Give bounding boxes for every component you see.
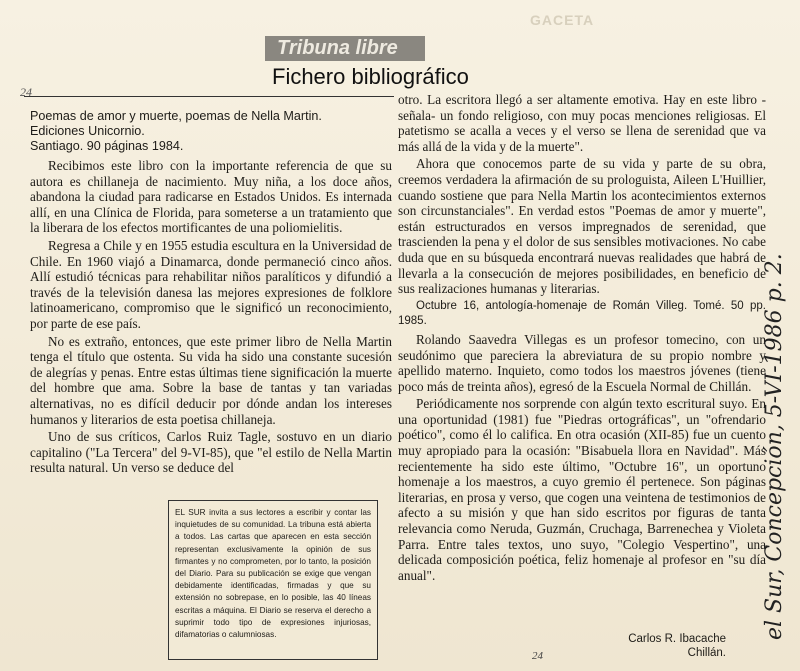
author-name: Carlos R. Ibacache: [628, 633, 726, 645]
column-left: [30, 109, 392, 478]
paragraph: Rolando Saavedra Villegas es un profesor tomecino, con un seudónimo que pareciera la abreviatura de su propio nombre y apellido materno. Inquieto, como todos los maestros jóvenes (tiene poco más de treinta años), egresó de la Escuela Normal de Chillán.: [398, 331, 766, 394]
paragraph: No es extraño, entonces, que este primer libro de Nella Martin tenga el título que ostenta. Su vida ha sido una constante sucesión de alegrías y penas. Entre estas últimas tiene significación la muerte del hombre que ama. Sobre la base de tantas y tan variadas alternativas, no es difícil deducir por dónde andan los intereses humanos y literarios de esta poetisa chillaneja.: [30, 333, 392, 427]
paragraph: Regresa a Chile y en 1955 estudia escultura en la Universidad de Chile. En 1960 viajó a Dinamarca, donde permaneció cinco años. Allí estudió técnicas para rehabilitar niños paralíticos y difundió a través de la televisión danesa las mejores expresiones de folklore latinoamericano, compromiso que le significó un reconocimiento, por parte de ese país.: [30, 237, 392, 331]
page-title: Fichero bibliográfico: [272, 64, 469, 89]
bleed-through-text: GACETA: [530, 12, 595, 28]
column-right: [398, 92, 766, 585]
paragraph: Ahora que conocemos parte de su vida y parte de su obra, creemos verdadera la afirmación de su prologuista, Aileen L'Huillier, cuando sostiene que para Nella Martin los acontecimientos externos son circunstanciales". En verdad estos "Poemas de amor y muerte", están estructurados en versos impregnados de serenidad, que trascienden la pena y el dolor de sus sensibles motivaciones. No cabe duda que en su búsqueda encontrará nuevas realidades que habrá de llevarla a la consecución de mejores posibilidades, en beneficio de sus realizaciones humanas y literarias.: [398, 156, 766, 297]
notice-box: [168, 500, 378, 660]
paragraph: Recibimos este libro con la importante referencia de que su autora es chillaneja de nacimiento. Muy niña, a los doce años, abandona la ciudad para radicarse en Estados Unidos. Es internada allí, en una Clínica de Florida, para someterse a un tratamiento que la liberara de los efectos mortificantes de una poliomielitis.: [30, 158, 392, 236]
page-number: 24: [532, 650, 543, 662]
review1-heading-line: Ediciones Unicornio.: [30, 124, 145, 138]
paragraph: Periódicamente nos sorprende con algún texto escritural suyo. En una oportunidad (1981) fue "Piedras ortográficas", un "ofrendario poético", como él lo califica. En otra ocasión (XII-85) fue un cuento muy apropiado para la ocasión: "Bisabuela llora en Navidad". Más recientemente ha sido este último, "Octubre 16", un oportuno homenaje a los maestros, a cuyo gremio él pertenece. Son páginas literarias, en prosa y verso, que cogen una veintena de testimonios de afecto a su misión y que han sido escritos por figuras de tanta relevancia como Neruda, Guzmán, Cruchaga, Barrenechea y Violeta Parra. Entre tales textos, uno suyo, "Colegio Vespertino", una delicada composición poética, feliz homenaje al profesor en "su día anual".: [398, 396, 766, 583]
review1-heading: [30, 109, 392, 154]
title-rule: [24, 96, 394, 97]
paragraph: Uno de sus críticos, Carlos Ruiz Tagle, sostuvo en un diario capitalino ("La Tercera" del 9-VI-85), que "el estilo de Nella Martin resulta natural. Un verso se deduce del: [30, 429, 392, 476]
signature: [614, 632, 726, 660]
corner-mark: 24: [20, 85, 32, 99]
notice-box-text: EL SUR invita a sus lectores a escribir y contar las inquietudes de su comunidad. La tribuna está abierta a todos. Las cartas que aparecen en esta sección representan exclusivamente la opinión de sus firmantes y no comprometen, por lo tanto, la posición del Diario. Para su publicación se exige que vengan debidamente identificadas, firmadas y que su extensión no sobrepase, en lo posible, las 40 líneas escritas a máquina. El Diario se reserva el derecho a suprimir todo tipo de expresiones injuriosas, difamatorias o calumniosas.: [175, 508, 371, 640]
author-city: Chillán.: [687, 647, 726, 659]
review2-heading: Octubre 16, antología-homenaje de Román Villeg. Tomé. 50 pp. 1985.: [398, 299, 766, 328]
review1-heading-line: Poemas de amor y muerte, poemas de Nella Martin.: [30, 109, 322, 123]
section-banner: Tribuna libre: [265, 36, 425, 61]
handwritten-annotation: el Sur, Concepción, 5-VI-1986 p. 2.: [762, 253, 787, 640]
review1-heading-line: Santiago. 90 páginas 1984.: [30, 139, 184, 153]
paragraph: otro. La escritora llegó a ser altamente emotiva. Hay en este libro -señala- un fondo religioso, con muy pocas menciones religiosas. El patetismo se acalla a veces y el verso se llena de serenidad que va más allá de la vida y de la muerte".: [398, 92, 766, 154]
